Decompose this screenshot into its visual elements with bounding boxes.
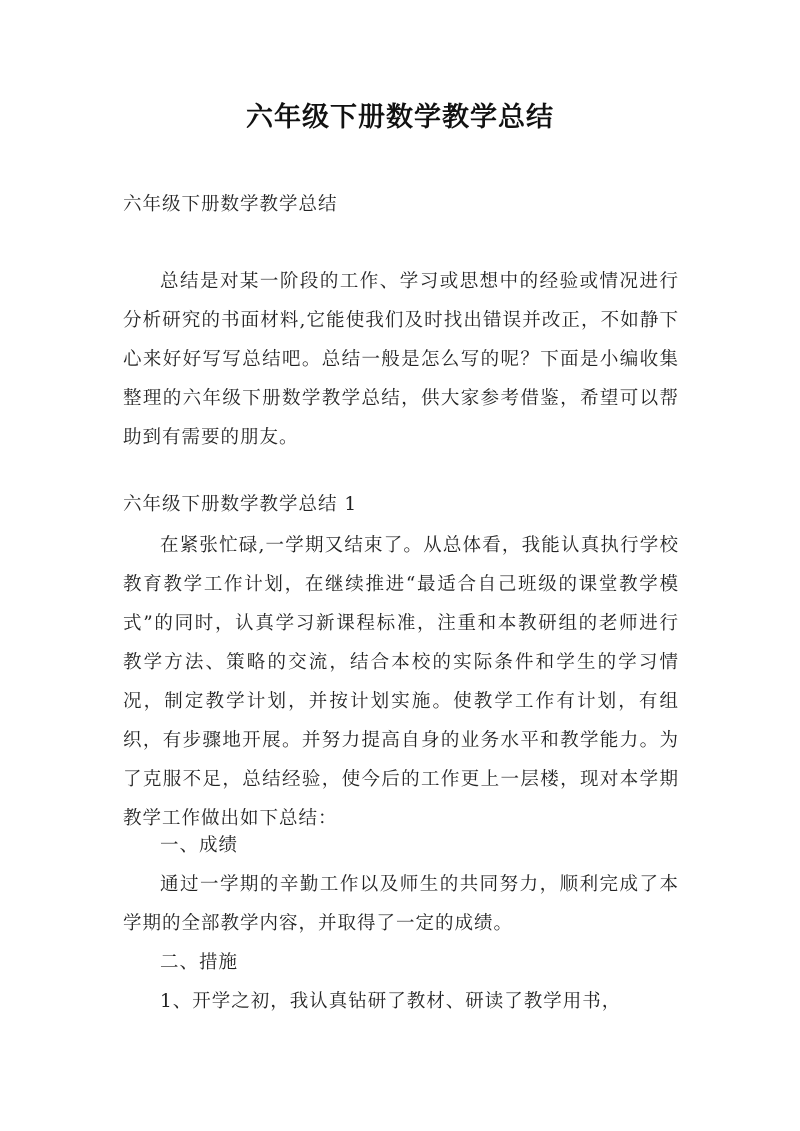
section-heading-1: 六年级下册数学教学总结 1 — [123, 494, 358, 515]
heading-achievements: 一、成绩 — [160, 835, 239, 856]
intro-paragraph: 总结是对某一阶段的工作、学习或思想中的经验或情况进行分析研究的书面材料,它能使我们及时找出错误并改正，不如静下心来好好写写总结吧。总结一般是怎么写的呢？下面是小编收集整理的六年级下册数学教学总结，供大家参考借鉴，希望可以帮助到有需要的朋友。 — [123, 271, 679, 448]
section-1-paragraph: 在紧张忙碌,一学期又结束了。从总体看，我能认真执行学校教育教学工作计划，在继续推进“最适合自己班级的课堂教学模式”的同时，认真学习新课程标准，注重和本教研组的老师进行教学方法、策略的交流，结合本校的实际条件和学生的学习情况，制定教学计划，并按计划实施。使教学工作有计划，有组织，有步骤地开展。并努力提高自身的业务水平和教学能力。为了克服不足，总结经验，使今后的工作更上一层楼，现对本学期教学工作做出如下总结： — [123, 535, 679, 829]
measures-paragraph: 1、开学之初，我认真钻研了教材、研读了教学用书， — [160, 991, 622, 1012]
document-title: 六年级下册数学教学总结 — [246, 102, 554, 133]
achievements-paragraph: 通过一学期的辛勤工作以及师生的共同努力，顺利完成了本学期的全部教学内容，并取得了一定的成绩。 — [123, 874, 679, 934]
heading-measures: 二、措施 — [160, 952, 239, 973]
document-subtitle: 六年级下册数学教学总结 — [123, 194, 338, 215]
